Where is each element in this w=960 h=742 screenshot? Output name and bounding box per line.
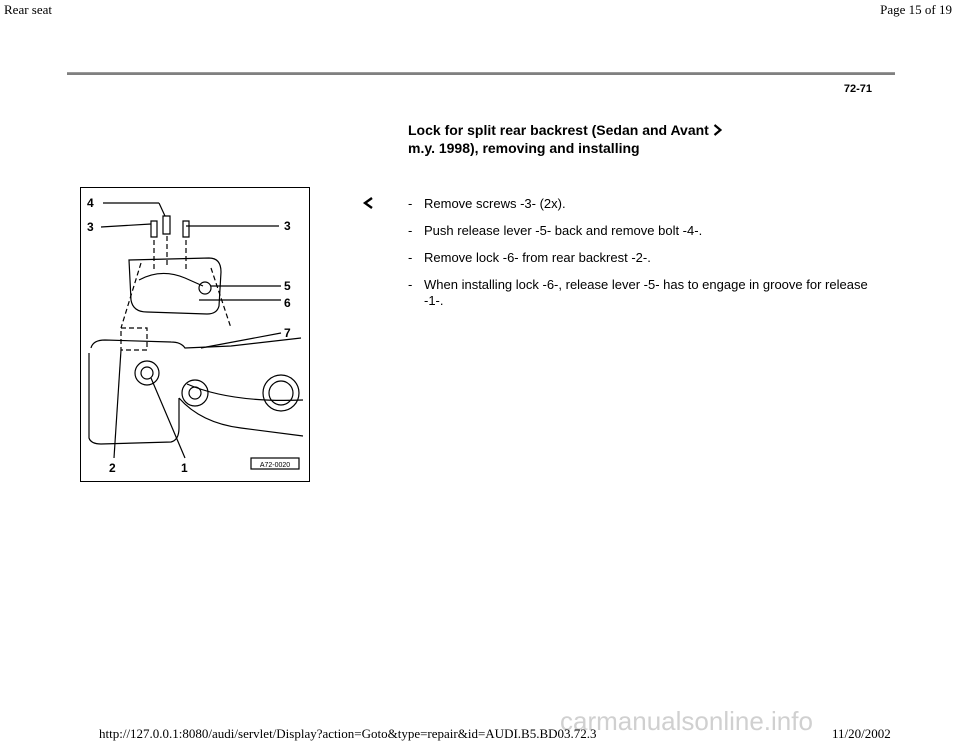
list-item: - Push release lever -5- back and remove bolt -4-. [408,223,878,239]
diagram-code: A72-0020 [259,462,291,469]
header-rule [67,72,895,75]
chevron-right-icon [713,124,722,136]
footer-date: 11/20/2002 [832,726,891,741]
diagram-label: 6 [284,296,291,310]
page-title [408,121,738,157]
step-text: Remove lock -6- from rear backrest -2-. [424,250,651,265]
list-item: - Remove screws -3- (2x). [408,196,878,212]
page-title-part2: m.y. 1998), removing and installing [408,140,640,156]
chevron-left-icon [362,196,374,210]
list-item: - Remove lock -6- from rear backrest -2-. [408,250,878,266]
lock-diagram [80,187,310,482]
step-text: Remove screws -3- (2x). [424,196,566,211]
step-text: Push release lever -5- back and remove bolt -4-. [424,223,703,238]
watermark: carmanualsonline.info [560,706,813,736]
diagram-label: 3 [284,219,291,233]
lock-diagram-drawing [81,188,309,481]
list-item: - When installing lock -6-, release lever -5- has to engage in groove for release -1-. [408,277,878,309]
footer-url: http://127.0.0.1:8080/audi/servlet/Display?action=Goto&type=repair&id=AUDI.B5.BD03.72.3 [99,726,597,741]
diagram-label: 7 [284,326,291,340]
page-number: 72-71 [843,83,872,95]
diagram-label: 1 [181,461,188,475]
diagram-label: 5 [284,279,291,293]
page-title-part1: Lock for split rear backrest (Sedan and Avant [408,122,709,138]
browser-page-indicator: Page 15 of 19 [880,2,952,17]
procedure-steps [408,196,878,320]
diagram-label: 2 [109,461,116,475]
browser-window-title: Rear seat [4,2,53,17]
step-text: When installing lock -6-, release lever -5- has to engage in groove for release -1-. [424,277,868,308]
diagram-label: 4 [87,196,94,210]
diagram-label: 3 [87,220,94,234]
